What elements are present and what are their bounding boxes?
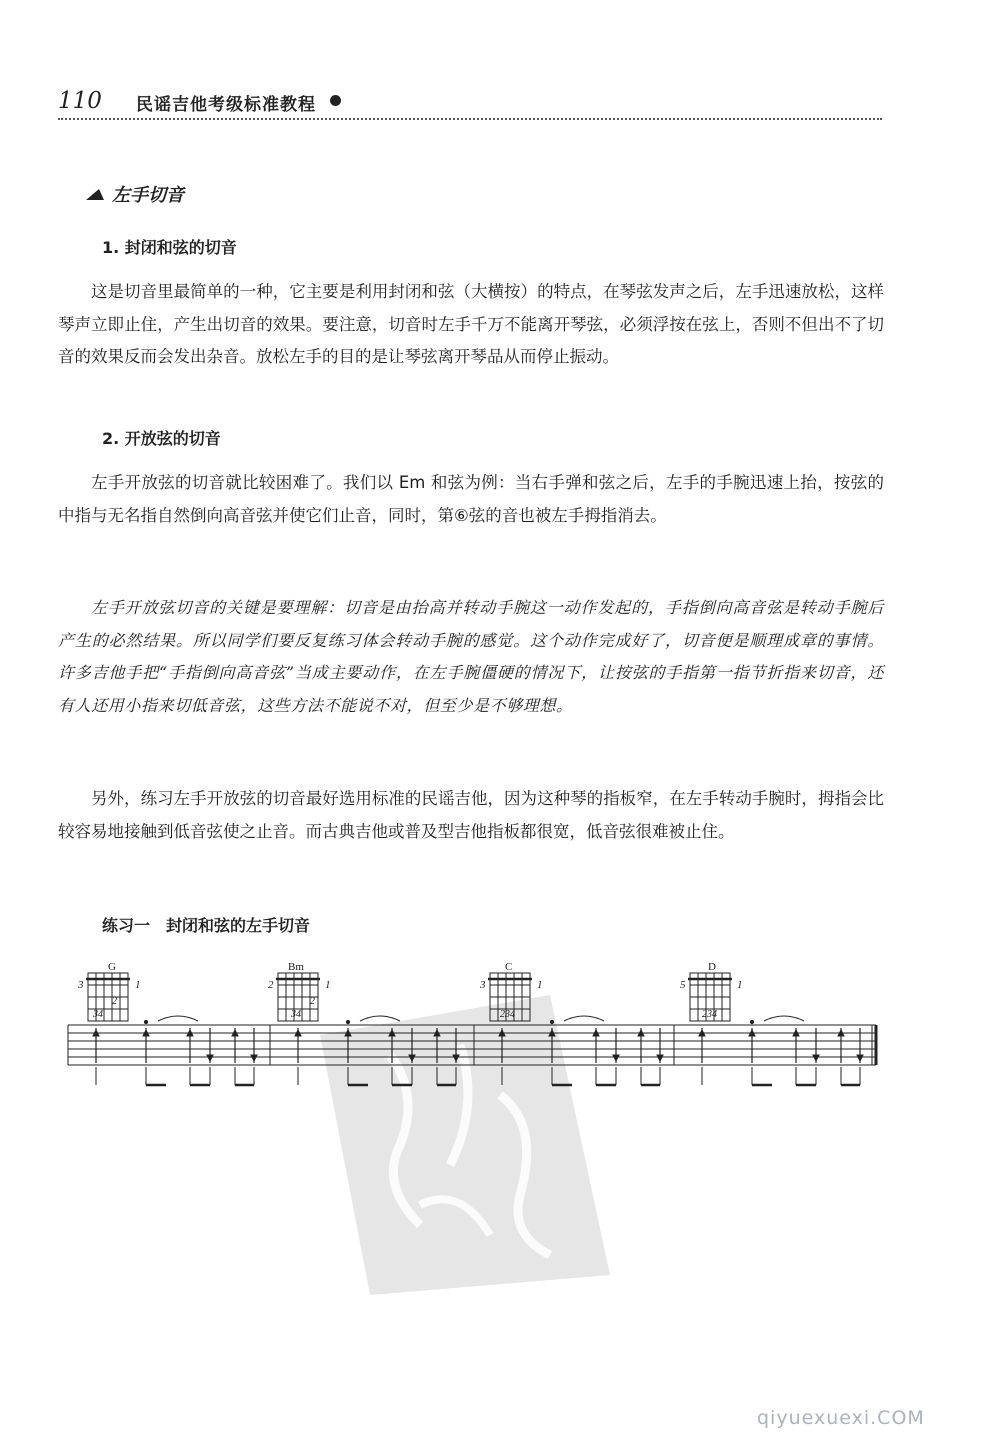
section-heading [88, 181, 184, 207]
bottom-fingers: 234 [500, 1009, 515, 1020]
top-finger: 1 [135, 979, 141, 991]
chord-name: Bm [288, 961, 304, 973]
top-finger: 1 [537, 979, 543, 991]
paragraph-barre: 这是切音里最简单的一种，它主要是利用封闭和弦（大横按）的特点，在琴弦发声之后，左手迅速放松，这样琴声立即止住，产生出切音的效果。要注意，切音时左手千万不能离开琴弦，必须浮按在弦上，否则不但出不了切音的效果反而会发出杂音。放松左手的目的是让琴弦离开琴品从而停止振动。 [58, 282, 884, 366]
fret-number: 3 [480, 979, 486, 991]
fret-number: 2 [268, 979, 274, 991]
inner-finger: 2 [310, 996, 315, 1007]
subsection-heading-barre: 1. 封闭和弦的切音 [102, 238, 237, 257]
book-title: 民谣吉他考级标准教程 [136, 95, 316, 115]
chord-diagram-c [479, 961, 543, 1021]
chord-name: G [108, 961, 116, 973]
exercise-title: 练习一 封闭和弦的左手切音 [102, 916, 311, 935]
subsection-heading-open: 2. 开放弦的切音 [102, 429, 221, 448]
section-heading-text: 左手切音 [112, 185, 184, 206]
bottom-fingers: 234 [702, 1009, 717, 1020]
header-divider [58, 118, 882, 120]
paragraph-open: 左手开放弦的切音就比较困难了。我们以 Em 和弦为例：当右手弹和弦之后，左手的手腕迅速上抬，按弦的中指与无名指自然倒向高音弦并使它们止音，同时，第⑥弦的音也被左手拇指消去。 [58, 473, 884, 525]
page-header [58, 86, 888, 126]
top-finger: 1 [325, 979, 331, 991]
fret-number: 3 [78, 979, 84, 991]
bottom-fingers: 34 [93, 1009, 103, 1020]
bullet-icon [330, 95, 341, 106]
top-finger: 1 [737, 979, 743, 991]
page-number: 110 [58, 88, 102, 114]
site-watermark: qiyuexuexi.COM [757, 1407, 925, 1429]
chord-diagram-bm [268, 961, 331, 1021]
chord-name: D [708, 961, 716, 973]
bottom-fingers: 34 [291, 1009, 301, 1020]
fret-number: 5 [680, 979, 686, 991]
chord-name: C [505, 961, 513, 973]
triangle-icon [86, 189, 108, 200]
note-paragraph: 左手开放弦切音的关键是要理解：切音是由抬高并转动手腕这一动作发起的，手指倒向高音弦是转动手腕后产生的必然结果。所以同学们要反复练习体会转动手腕的感觉。这个动作完成好了，切音便是顺理成章的事情。许多吉他手把“手指倒向高音弦”当成主要动作，在左手腕僵硬的情况下，让按弦的手指第一指节折指来切音，还有人还用小指来切低音弦，这些方法不能说不对，但至少是不够理想。 [58, 598, 884, 715]
strum-strokes [93, 1016, 863, 1085]
guitar-score [60, 955, 890, 1105]
closing-paragraph: 另外，练习左手开放弦的切音最好选用标准的民谣吉他，因为这种琴的指板窄，在左手转动手腕时，拇指会比较容易地接触到低音弦使之止音。而古典吉他或普及型吉他指板都很宽，低音弦很难被止住。 [58, 789, 884, 841]
chord-diagram-g [77, 961, 141, 1021]
chord-diagram-d [680, 961, 743, 1021]
inner-finger: 2 [112, 996, 117, 1007]
